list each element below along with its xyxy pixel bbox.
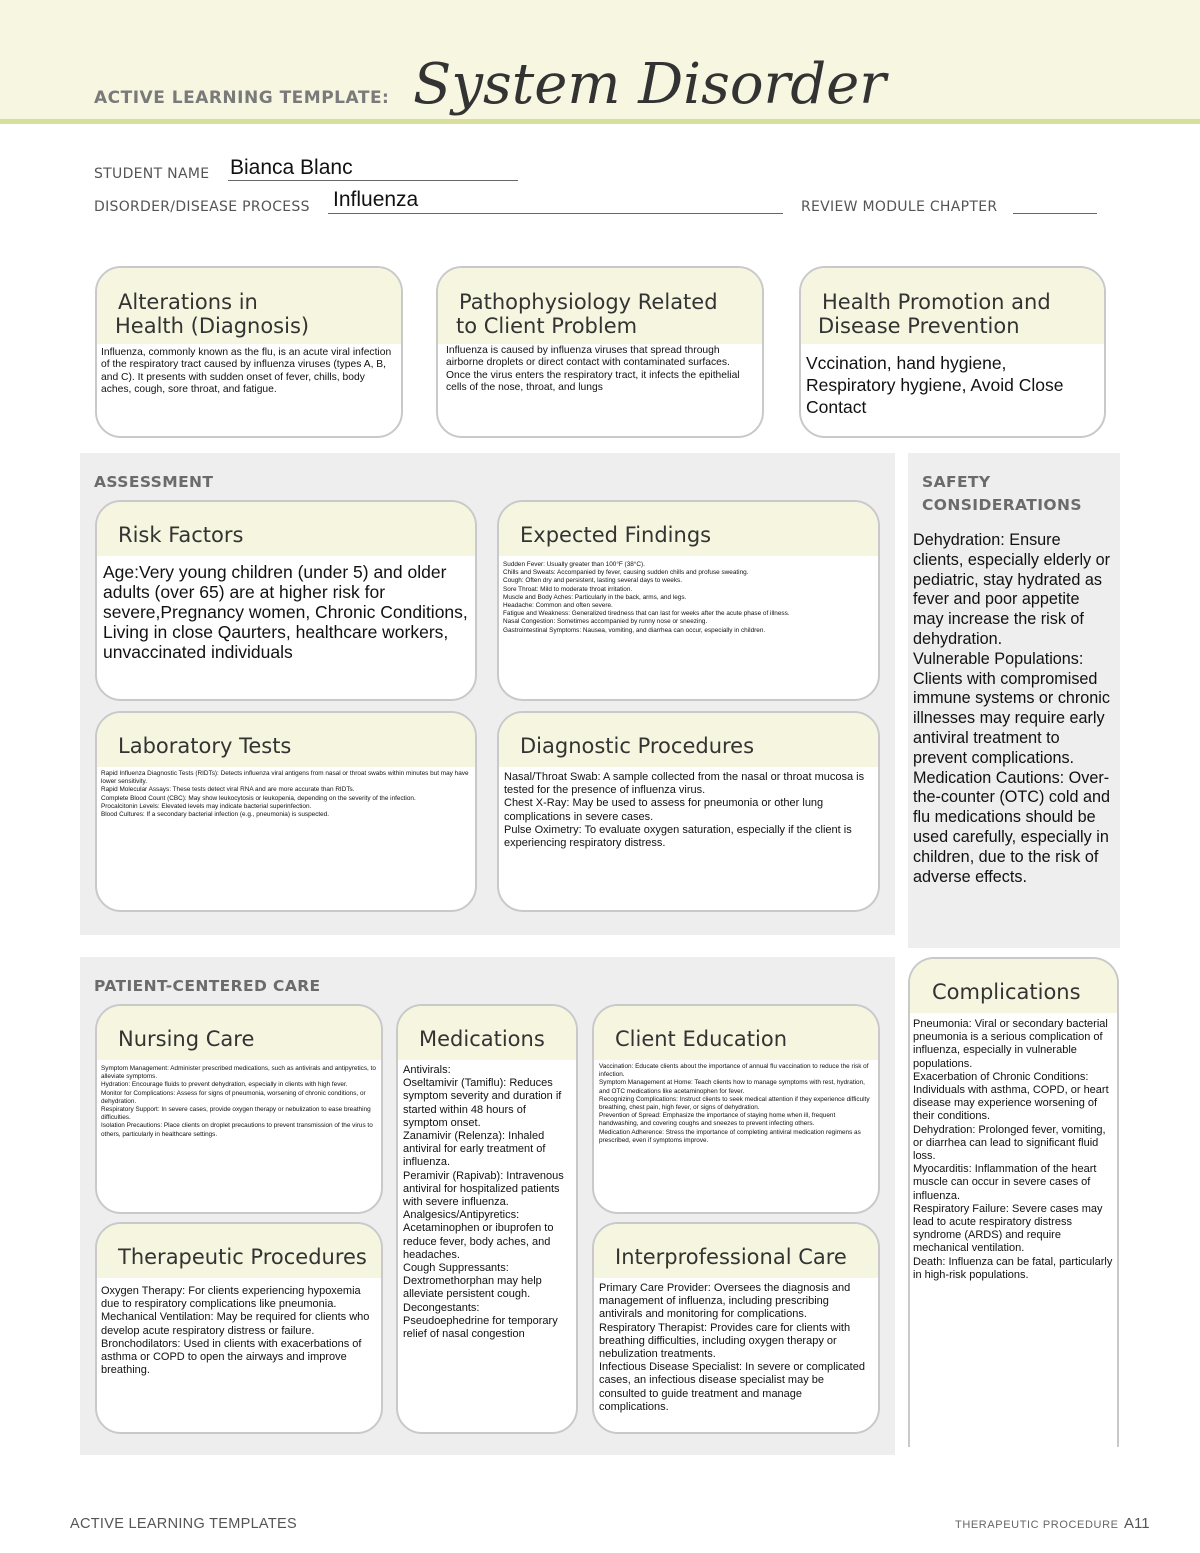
therapeutic-line: Mechanical Ventilation: May be required for clients who develop acute respiratory distress or failure. (101, 1311, 370, 1337)
finding-line: Fatigue and Weakness: Generalized tiredness that can last for weeks after the acute phase of illness. (503, 610, 790, 618)
interprofessional-line: Infectious Disease Specialist: In severe or complicated cases, an infectious disease specialist may be consulted to guide treatment and manage complications. (599, 1361, 865, 1413)
risk-factors-title: Risk Factors (118, 523, 244, 547)
medication-line: Zanamivir (Relenza): Inhaled antiviral for early treatment of influenza. (403, 1130, 546, 1169)
complications-body (913, 1018, 1113, 1282)
complications-title: Complications (932, 980, 1081, 1004)
complication-line: Myocarditis: Inflammation of the heart muscle can occur in severe cases of influenza. (913, 1163, 1097, 1202)
complication-line: Pneumonia: Viral or secondary bacterial pneumonia is a serious complication of influenza, especially in vulnerable populations. (913, 1018, 1108, 1070)
interprofessional-line: Respiratory Therapist: Provides care for clients with breathing difficulties, including oxygen therapy or nebulization treatments. (599, 1321, 851, 1361)
nursing-care-line: Respiratory Support: In severe cases, provide oxygen therapy or nebulization to ease breathing difficulties. (101, 1106, 371, 1122)
therapeutic-line: Bronchodilators: Used in clients with exacerbations of asthma or COPD to open the airways and improve breathing. (101, 1337, 362, 1377)
therapeutic-line: Oxygen Therapy: For clients experiencing hypoxemia due to respiratory complications like pneumonia. (101, 1285, 361, 1311)
expected-findings-body (503, 561, 875, 635)
health-promotion-title-2: Disease Prevention (818, 314, 1020, 338)
student-name-line (228, 180, 518, 181)
therapeutic-procedures-card (95, 1222, 383, 1434)
safety-line: Medication Cautions: Over-the-counter (OTC) cold and flu medications should be used carefully, especially in children, due to the risk of adverse effects. (913, 768, 1111, 886)
client-education-line: Prevention of Spread: Emphasize the importance of staying home when ill, frequent handwashing, and covering coughs and sneezes to prevent infecting others. (599, 1112, 836, 1128)
medications-title: Medications (419, 1027, 545, 1051)
safety-heading-1: SAFETY (922, 473, 991, 491)
safety-body (913, 531, 1113, 887)
expected-findings-title: Expected Findings (520, 523, 712, 547)
interprofessional-care-body (599, 1282, 874, 1414)
finding-line: Nasal Congestion: Sometimes accompanied by runny nose or sneezing. (503, 618, 708, 626)
diagnostic-line: Chest X-Ray: May be used to assess for pneumonia or other lung complications in severe cases. (504, 797, 824, 823)
medication-line: Cough Suppressants: (403, 1262, 509, 1275)
medications-card (396, 1004, 578, 1434)
laboratory-tests-body (101, 770, 473, 819)
complications-card (908, 957, 1119, 1447)
medication-line: Pseudoephedrine for temporary relief of nasal congestion (403, 1314, 558, 1341)
interprofessional-care-card (592, 1222, 880, 1434)
health-promotion-body: Vccination, hand hygiene, Respiratory hygiene, Avoid Close Contact (806, 353, 1064, 417)
nursing-care-line: Monitor for Complications: Assess for signs of pneumonia, worsening of chronic conditions, or dehydration. (101, 1089, 366, 1105)
pathophysiology-title-1: Pathophysiology Related (459, 290, 718, 314)
alterations-card (95, 266, 403, 438)
medication-line: Peramivir (Rapivab): Intravenous antiviral for hospitalized patients with severe influenza. (403, 1169, 564, 1209)
footer-templates-label: ACTIVE LEARNING TEMPLATES (70, 1516, 297, 1532)
nursing-care-line: Isolation Precautions: Place clients on droplet precautions to prevent transmission of the virus to others, particularly in healthcare settings. (101, 1122, 373, 1138)
template-title: System Disorder (413, 52, 887, 117)
interprofessional-line: Primary Care Provider: Oversees the diagnosis and management of influenza, including prescribing antivirals and monitoring for complications. (599, 1282, 851, 1321)
laboratory-tests-card (95, 711, 477, 912)
pathophysiology-title-2: to Client Problem (456, 314, 638, 338)
risk-factors-body: Age:Very young children (under 5) and older adults (over 65) are at higher risk for severe,Pregnancy women, Chronic Conditions, Living in close Qaurters, healthcare workers, unvaccinated individuals (103, 562, 468, 662)
complication-line: Exacerbation of Chronic Conditions: Individuals with asthma, COPD, or heart disease may experience worsening of their conditions. (913, 1070, 1109, 1123)
medication-line: Oseltamivir (Tamiflu): Reduces symptom severity and duration if started within 48 hours of symptom onset. (403, 1077, 562, 1129)
finding-line: Cough: Often dry and persistent, lasting several days to weeks. (503, 577, 683, 585)
disorder-label: DISORDER/DISEASE PROCESS (94, 199, 310, 215)
lab-test-line: Blood Cultures: If a secondary bacterial infection (e.g., pneumonia) is suspected. (101, 811, 330, 819)
medications-body (403, 1064, 573, 1341)
health-promotion-card (799, 266, 1106, 438)
finding-line: Sudden Fever: Usually greater than 100°F (38°C). (503, 561, 645, 568)
therapeutic-procedures-body (101, 1285, 376, 1377)
therapeutic-procedures-title: Therapeutic Procedures (118, 1245, 367, 1269)
finding-line: Sore Throat: Mild to moderate throat irritation. (503, 585, 633, 593)
risk-factors-card (95, 500, 477, 701)
finding-line: Muscle and Body Aches: Particularly in the back, arms, and legs. (503, 593, 687, 601)
lab-test-line: Rapid Influenza Diagnostic Tests (RIDTs): Detects influenza viral antigens from nasal or throat swabs within minutes but may have lower sensitivity. (101, 770, 469, 786)
safety-line: Vulnerable Populations: Clients with compromised immune systems or chronic illnesses may require early antiviral treatment to prevent complications. (913, 649, 1111, 767)
diagnostic-procedures-title: Diagnostic Procedures (520, 734, 755, 758)
client-education-line: Medication Adherence: Stress the importance of completing antiviral medication regimens as prescribed, even if symptoms improve. (599, 1128, 861, 1144)
alterations-body: Influenza, commonly known as the flu, is an acute viral infection of the respiratory tract caused by influenza viruses (types A, B, and C). It presents with sudden onset of fever, chills, body aches, cough, sore throat, and fatigue. (101, 347, 392, 396)
medication-line: Analgesics/Antipyretics: (403, 1209, 520, 1222)
nursing-care-card (95, 1004, 383, 1214)
review-chapter-field[interactable] (1013, 213, 1097, 214)
client-education-line: Recognizing Complications: Instruct clients to seek medical attention if they experience difficulty breathing, chest pain, high fever, or signs of dehydration. (599, 1095, 870, 1112)
safety-line: Dehydration: Ensure clients, especially elderly or pediatric, stay hydrated as fever and poor appetite may increase the risk of dehydration. (913, 531, 1111, 648)
pathophysiology-body: Influenza is caused by influenza viruses that spread through airborne droplets or direct contact with contaminated surfaces. Once the virus enters the respiratory tract, it infects the epithelial cells of the nose, throat, and lungs (446, 345, 740, 394)
diagnostic-line: Pulse Oximetry: To evaluate oxygen saturation, especially if the client is experiencing respiratory distress. (504, 823, 852, 850)
interprofessional-care-title: Interprofessional Care (615, 1245, 847, 1269)
complication-line: Dehydration: Prolonged fever, vomiting, or diarrhea can lead to significant fluid loss. (913, 1123, 1106, 1163)
medication-line: Dextromethorphan may help alleviate persistent cough. (403, 1275, 542, 1301)
lab-test-line: Procalcitonin Levels: Elevated levels may indicate bacterial superinfection. (101, 802, 312, 810)
medication-line: Decongestants: (403, 1301, 480, 1314)
client-education-body (599, 1063, 875, 1145)
complication-line: Death: Influenza can be fatal, particularly in high-risk populations. (913, 1255, 1113, 1281)
finding-line: Headache: Common and often severe. (503, 602, 613, 610)
alterations-title-2: Health (Diagnosis) (115, 314, 310, 338)
alterations-title-1: Alterations in (118, 290, 258, 314)
complication-line: Respiratory Failure: Severe cases may lead to acute respiratory distress syndrome (ARDS) and require mechanical ventilation. (913, 1202, 1103, 1255)
diagnostic-line: Nasal/Throat Swab: A sample collected from the nasal or throat mucosa is tested for the presence of influenza virus. (504, 771, 865, 797)
student-name-field[interactable]: Bianca Blanc (230, 156, 353, 179)
health-promotion-title-1: Health Promotion and (822, 290, 1051, 314)
client-education-line: Vaccination: Educate clients about the importance of annual flu vaccination to reduce the risk of infection. (599, 1063, 869, 1079)
student-name-label: STUDENT NAME (94, 166, 210, 182)
client-education-title: Client Education (615, 1027, 788, 1051)
client-education-card (592, 1004, 880, 1214)
finding-line: Chills and Sweats: Accompanied by fever, causing sudden chills and profuse sweating. (503, 569, 749, 577)
lab-test-line: Complete Blood Count (CBC): May show leukocytosis or leukopenia, depending on the severity of the infection. (101, 794, 416, 802)
footer-procedure-label: THERAPEUTIC PROCEDURE (955, 1519, 1119, 1531)
client-education-line: Symptom Management at Home: Teach clients how to manage symptoms with rest, hydration, and OTC medications like acetaminophen for fever. (599, 1079, 865, 1095)
pathophysiology-card (436, 266, 764, 438)
laboratory-tests-title: Laboratory Tests (118, 734, 292, 758)
finding-line: Gastrointestinal Symptoms: Nausea, vomiting, and diarrhea can occur, especially in children. (503, 626, 766, 634)
nursing-care-line: Hydration: Encourage fluids to prevent dehydration, especially in clients with high fever. (101, 1081, 348, 1089)
disorder-line (328, 213, 783, 214)
medication-line: Antivirals: (403, 1064, 451, 1076)
expected-findings-card (497, 500, 880, 701)
diagnostic-procedures-card (497, 711, 880, 912)
nursing-care-body (101, 1065, 377, 1139)
nursing-care-title: Nursing Care (118, 1027, 255, 1051)
patient-centered-care-heading: PATIENT-CENTERED CARE (94, 977, 321, 995)
footer-page-number: A11 (1124, 1515, 1150, 1532)
disorder-field[interactable]: Influenza (333, 188, 419, 211)
nursing-care-line: Symptom Management: Administer prescribed medications, such as antivirals and antipyretics, to alleviate symptoms. (101, 1065, 376, 1081)
medication-line: Acetaminophen or ibuprofen to reduce fever, body aches, and headaches. (403, 1222, 554, 1261)
diagnostic-procedures-body (504, 771, 869, 850)
lab-test-line: Rapid Molecular Assays: These tests detect viral RNA and are more accurate than RIDTs. (101, 786, 355, 794)
assessment-heading: ASSESSMENT (94, 473, 214, 491)
template-label: ACTIVE LEARNING TEMPLATE: (94, 88, 390, 108)
safety-heading-2: CONSIDERATIONS (922, 496, 1082, 514)
review-chapter-label: REVIEW MODULE CHAPTER (801, 199, 998, 215)
